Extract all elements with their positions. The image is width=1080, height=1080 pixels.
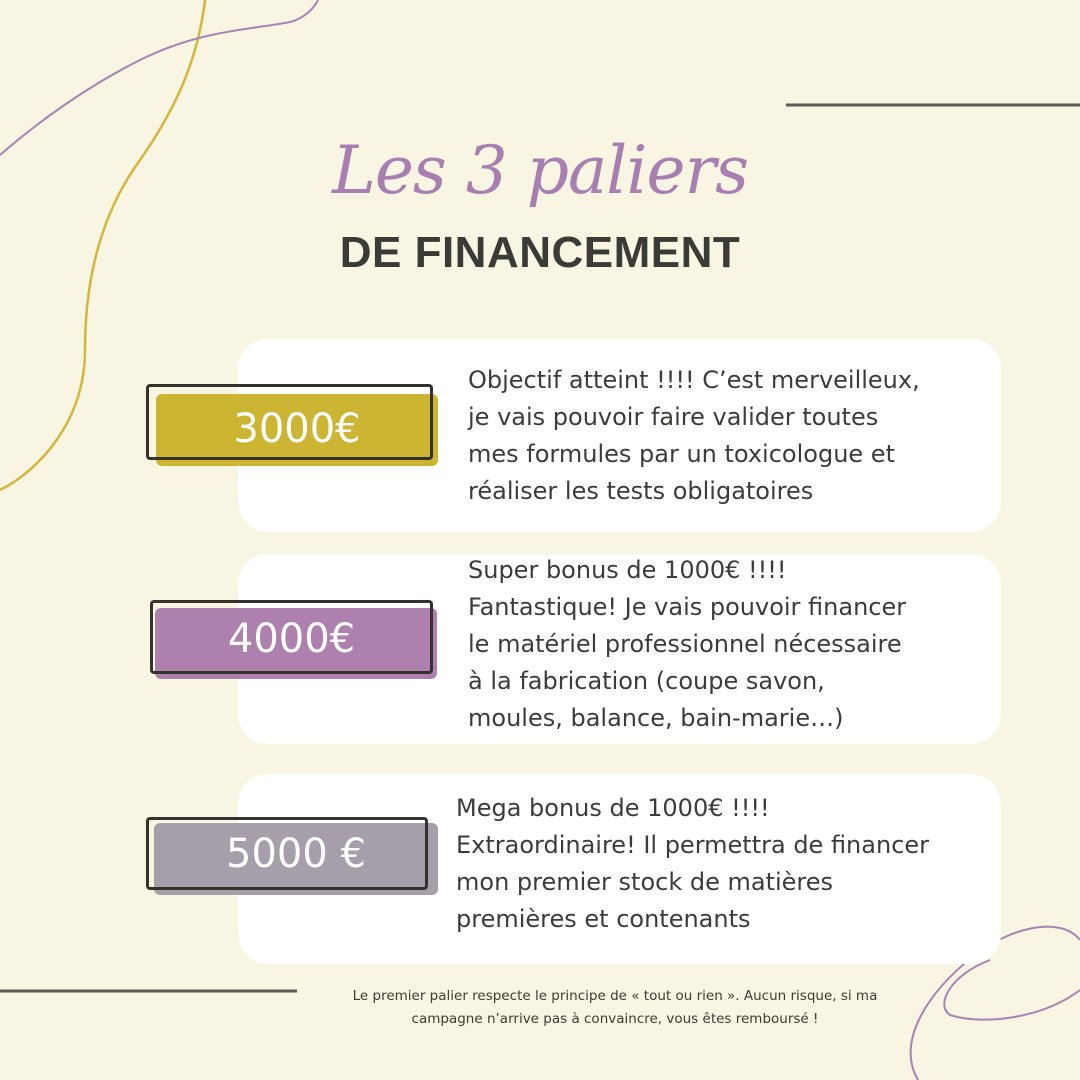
- description-line: à la fabrication (coupe savon,: [468, 667, 825, 695]
- tier-amount: 3000€: [233, 406, 361, 452]
- footer-note: [300, 985, 930, 1031]
- footer-line-2: campagne n’arrive pas à convaincre, vous êtes remboursé !: [411, 1011, 819, 1027]
- description-line: réaliser les tests obligatoires: [468, 477, 814, 505]
- tier-description-3: [456, 790, 929, 938]
- tier-description-2: [468, 552, 906, 737]
- description-line: mon premier stock de matières: [456, 868, 834, 896]
- title-caps: DE FINANCEMENT: [339, 228, 741, 277]
- tier-amount: 4000€: [227, 616, 356, 662]
- tier-description-1: [468, 362, 920, 510]
- footer-line-1: Le premier palier respecte le principe de « tout ou rien ». Aucun risque, si ma: [352, 988, 878, 1004]
- description-line: Fantastique! Je vais pouvoir financer: [468, 593, 907, 621]
- description-line: mes formules par un toxicologue et: [468, 440, 895, 468]
- title-script: Les 3 paliers: [332, 132, 748, 209]
- description-line: Super bonus de 1000€ !!!!: [468, 556, 787, 584]
- description-line: Mega bonus de 1000€ !!!!: [456, 794, 770, 822]
- description-line: Objectif atteint !!!! C’est merveilleux,: [468, 366, 920, 394]
- description-line: je vais pouvoir faire valider toutes: [468, 403, 879, 431]
- description-line: le matériel professionnel nécessaire: [468, 630, 902, 658]
- description-line: Extraordinaire! Il permettra de financer: [456, 831, 930, 859]
- description-line: moules, balance, bain-marie…): [468, 704, 844, 732]
- tier-amount: 5000 €: [226, 831, 366, 877]
- description-line: premières et contenants: [456, 905, 751, 933]
